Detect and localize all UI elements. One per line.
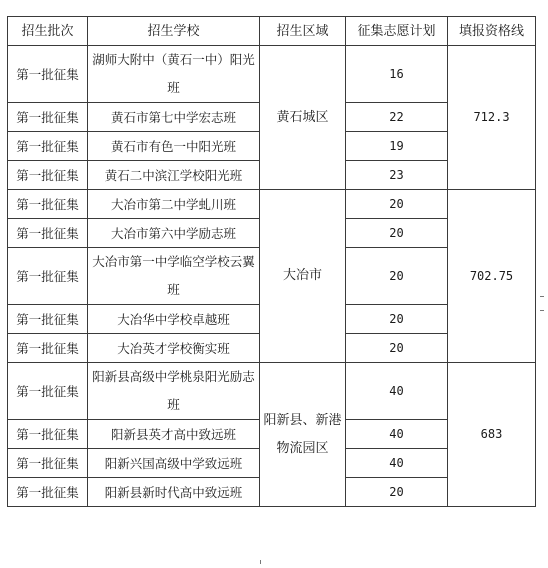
school-cell: 黄石二中滨江学校阳光班 [88, 161, 260, 190]
batch-cell: 第一批征集 [8, 219, 88, 248]
batch-cell: 第一批征集 [8, 363, 88, 420]
region-cell: 阳新县、新港物流园区 [260, 363, 346, 507]
table-row [8, 46, 536, 103]
edge-tick-right [540, 296, 544, 297]
school-cell: 湖师大附中（黄石一中）阳光班 [88, 46, 260, 103]
header-school: 招生学校 [88, 17, 260, 46]
school-cell: 阳新县英才高中致远班 [88, 420, 260, 449]
batch-cell: 第一批征集 [8, 46, 88, 103]
school-cell: 大冶市第二中学虬川班 [88, 190, 260, 219]
school-cell: 阳新县新时代高中致远班 [88, 478, 260, 507]
plan-cell: 40 [346, 363, 448, 420]
batch-cell: 第一批征集 [8, 449, 88, 478]
plan-cell: 20 [346, 248, 448, 305]
header-cutoff: 填报资格线 [448, 17, 536, 46]
region-cell: 黄石城区 [260, 46, 346, 190]
plan-cell: 20 [346, 305, 448, 334]
batch-cell: 第一批征集 [8, 132, 88, 161]
edge-tick-right [540, 310, 544, 311]
plan-cell: 40 [346, 449, 448, 478]
cutoff-cell: 683 [448, 363, 536, 507]
school-cell: 阳新县高级中学桃泉阳光励志班 [88, 363, 260, 420]
admission-table [7, 16, 536, 507]
header-plan: 征集志愿计划 [346, 17, 448, 46]
plan-cell: 16 [346, 46, 448, 103]
header-batch: 招生批次 [8, 17, 88, 46]
school-cell: 大冶市第一中学临空学校云翼班 [88, 248, 260, 305]
school-cell: 黄石市第七中学宏志班 [88, 103, 260, 132]
header-region: 招生区域 [260, 17, 346, 46]
plan-cell: 19 [346, 132, 448, 161]
region-cell: 大冶市 [260, 190, 346, 363]
batch-cell: 第一批征集 [8, 334, 88, 363]
plan-cell: 40 [346, 420, 448, 449]
batch-cell: 第一批征集 [8, 161, 88, 190]
table-row [8, 363, 536, 420]
plan-cell: 23 [346, 161, 448, 190]
plan-cell: 20 [346, 334, 448, 363]
batch-cell: 第一批征集 [8, 103, 88, 132]
school-cell: 大冶华中学校卓越班 [88, 305, 260, 334]
batch-cell: 第一批征集 [8, 305, 88, 334]
batch-cell: 第一批征集 [8, 420, 88, 449]
plan-cell: 20 [346, 478, 448, 507]
school-cell: 大冶英才学校衡实班 [88, 334, 260, 363]
cutoff-cell: 702.75 [448, 190, 536, 363]
plan-cell: 20 [346, 219, 448, 248]
school-cell: 黄石市有色一中阳光班 [88, 132, 260, 161]
batch-cell: 第一批征集 [8, 478, 88, 507]
batch-cell: 第一批征集 [8, 248, 88, 305]
batch-cell: 第一批征集 [8, 190, 88, 219]
school-cell: 阳新兴国高级中学致远班 [88, 449, 260, 478]
school-cell: 大冶市第六中学励志班 [88, 219, 260, 248]
edge-tick-bottom [260, 560, 261, 564]
table-row [8, 190, 536, 219]
plan-cell: 20 [346, 190, 448, 219]
header-row [8, 17, 536, 46]
plan-cell: 22 [346, 103, 448, 132]
cutoff-cell: 712.3 [448, 46, 536, 190]
